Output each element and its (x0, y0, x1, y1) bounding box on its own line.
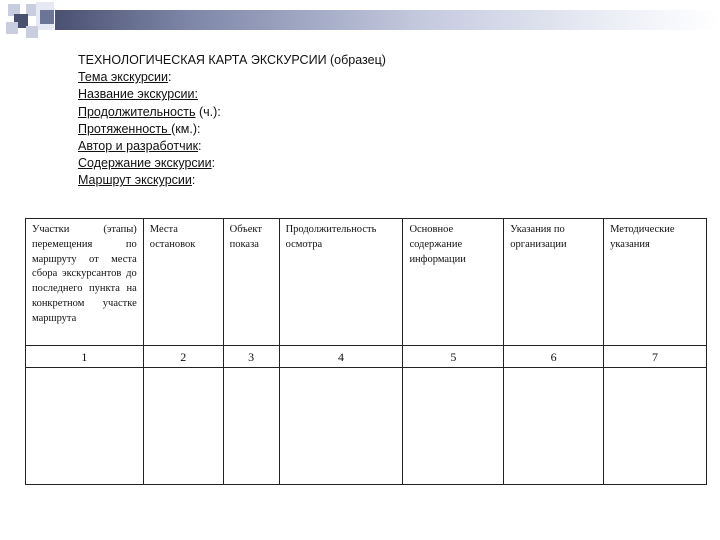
header-cell-content: Основное содержание информации (403, 219, 504, 346)
deco-square (26, 26, 38, 38)
field-duration (78, 104, 638, 121)
empty-cell (279, 367, 403, 484)
field-label: Тема экскурсии (78, 70, 169, 85)
field-label: Автор и разработчик (78, 139, 199, 154)
deco-square (40, 10, 54, 24)
field-label: Протяженность (78, 121, 172, 136)
field-suffix: (км.): (171, 121, 201, 136)
field-name (78, 86, 638, 103)
empty-cell (26, 367, 144, 484)
field-label: Содержание экскурсии (78, 156, 212, 171)
gradient-bar (55, 10, 720, 30)
column-number: 3 (223, 346, 279, 368)
field-label: Название экскурсии: (78, 87, 198, 102)
column-number: 7 (604, 346, 707, 368)
document-title: ТЕХНОЛОГИЧЕСКАЯ КАРТА ЭКСКУРСИИ (образец) (78, 53, 386, 67)
field-author (78, 138, 638, 155)
header-cell-organization: Указания по организации (504, 219, 604, 346)
field-suffix: : (191, 173, 196, 188)
field-content (78, 155, 638, 172)
field-length (78, 121, 638, 138)
header-cell-duration: Продолжительность осмотра (279, 219, 403, 346)
field-suffix: : (211, 156, 216, 171)
empty-cell (143, 367, 223, 484)
field-suffix: : (198, 139, 202, 154)
header-block (78, 52, 638, 190)
header-cell-object: Объект показа (223, 219, 279, 346)
empty-cell (403, 367, 504, 484)
column-number: 2 (143, 346, 223, 368)
empty-cell (604, 367, 707, 484)
field-topic (78, 69, 638, 86)
field-route (78, 172, 638, 189)
header-cell-methodical: Методические указания (604, 219, 707, 346)
column-number: 4 (279, 346, 403, 368)
column-number: 1 (26, 346, 144, 368)
table-number-row (26, 346, 707, 368)
field-label: Маршрут экскурсии (78, 173, 192, 188)
empty-cell (223, 367, 279, 484)
field-suffix: : (168, 70, 172, 85)
slide-decoration (0, 0, 720, 50)
deco-square (6, 22, 18, 34)
column-number: 5 (403, 346, 504, 368)
column-number: 6 (504, 346, 604, 368)
table-header-row (26, 219, 707, 346)
field-suffix: (ч.): (195, 104, 221, 119)
empty-cell (504, 367, 604, 484)
header-cell-route-sections: Участки (этапы) перемещения по маршруту от места сбора экскурсантов до последнего пункта на конкретном участке маршрута (26, 219, 144, 346)
field-label: Продолжительность (78, 104, 196, 119)
excursion-table (25, 218, 707, 485)
table-empty-row (26, 367, 707, 484)
header-cell-stops: Места остановок (143, 219, 223, 346)
